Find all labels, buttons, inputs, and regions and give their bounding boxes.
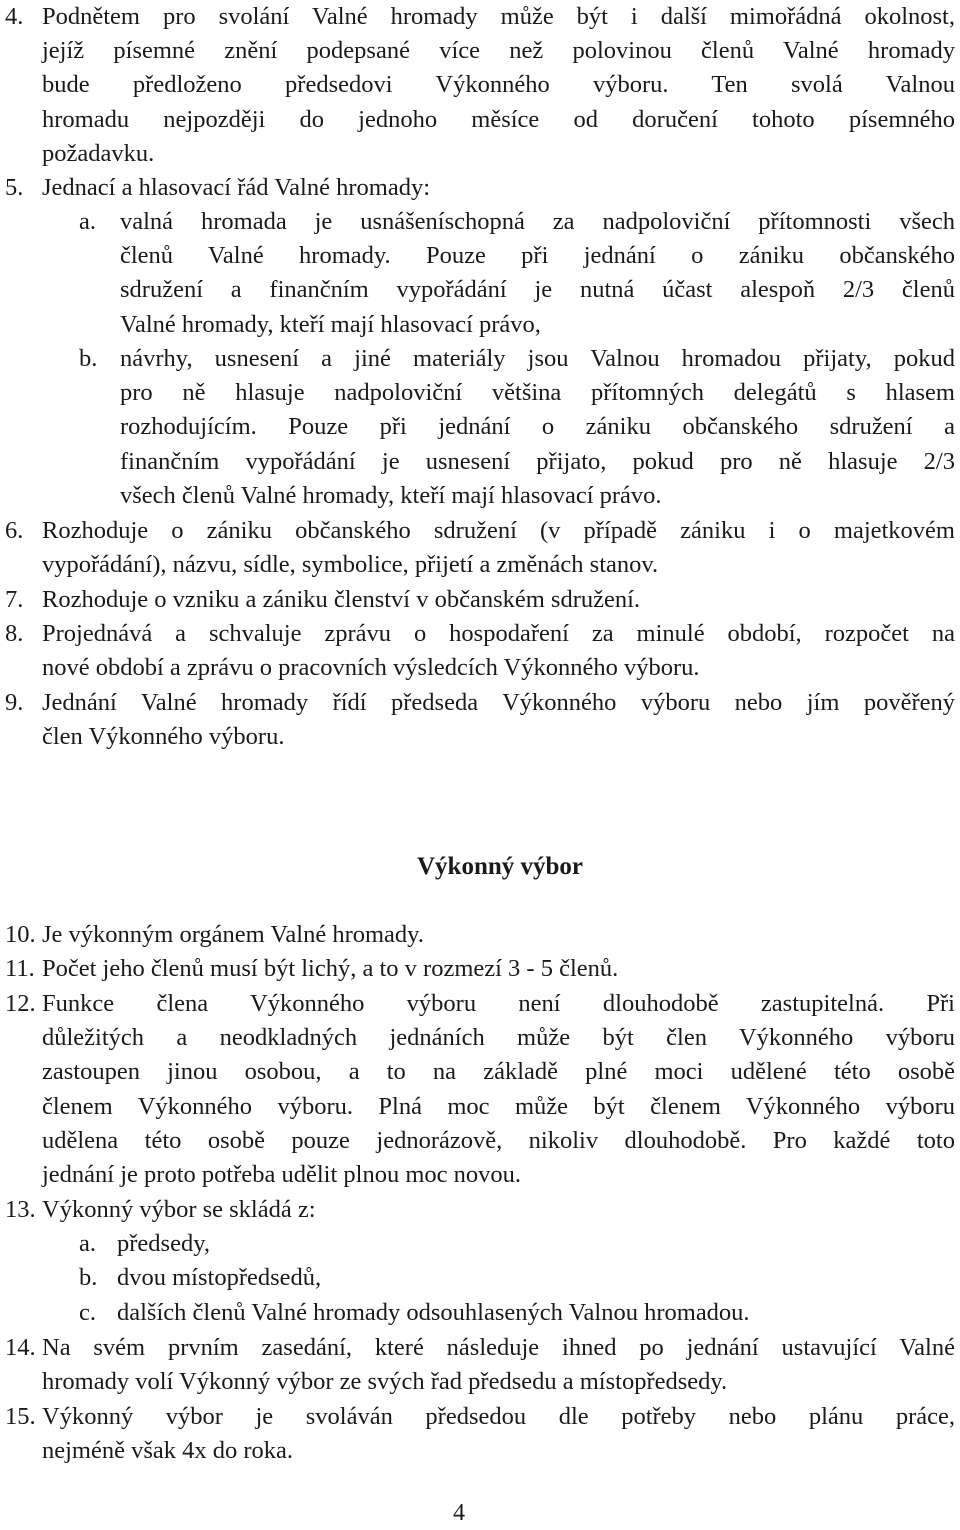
text-line: zastoupen jinou osobou, a to na základě plné moci udělené této osobě	[42, 1058, 955, 1086]
sub-item-label: b.	[79, 1264, 98, 1291]
sub-item-text	[120, 342, 955, 513]
text-line: člen Výkonného výboru.	[42, 723, 285, 751]
text-line: hromadu nejpozději do jednoho měsíce od doručení tohoto písemného	[42, 105, 955, 133]
text-line: členem Výkonného výboru. Plná moc může být členem Výkonného výboru	[42, 1092, 955, 1120]
item-number: 6.	[5, 517, 24, 544]
text-line: rozhodujícím. Pouze při jednání o zániku občanského sdružení a	[120, 413, 955, 441]
list-item-11	[5, 952, 955, 986]
text-line: Valné hromady, kteří mají hlasovací právo,	[120, 310, 541, 338]
text-line: požadavku.	[42, 139, 155, 167]
item-number: 9.	[5, 689, 24, 716]
item-text	[42, 0, 955, 171]
item-text	[42, 1331, 955, 1399]
list-item-4	[5, 0, 955, 171]
sub-item-label: c.	[79, 1299, 96, 1326]
item-text	[42, 918, 955, 952]
item-number: 13.	[5, 1196, 36, 1223]
item-number: 7.	[5, 586, 24, 613]
section-heading: Výkonný výbor	[416, 853, 583, 880]
item-text	[42, 617, 955, 685]
text-line: Na svém prvním zasedání, které následuje ihned po jednání ustavující Valné	[42, 1334, 955, 1361]
list-item-5	[5, 171, 955, 205]
sub-item-label: a.	[79, 208, 96, 235]
text-line: hromady volí Výkonný výbor ze svých řad předsedu a místopředsedy.	[42, 1368, 728, 1396]
sub-item-a	[79, 1227, 955, 1261]
text-line: Počet jeho členů musí být lichý, a to v rozmezí 3 - 5 členů.	[42, 955, 619, 982]
text-line: nejméně však 4x do roka.	[42, 1437, 294, 1465]
text-line: Jednání Valné hromady řídí předseda Výkonného výboru nebo jím pověřený	[42, 689, 955, 716]
page-number: 4	[453, 1500, 465, 1526]
item-text	[42, 987, 955, 1192]
text-line: bude předloženo předsedovi Výkonného výboru. Ten svolá Valnou	[42, 71, 955, 99]
sub-item-text	[120, 205, 955, 342]
item-text: Výkonný výbor se skládá z:	[42, 1196, 316, 1223]
item-number: 5.	[5, 174, 24, 201]
text-line: Funkce člena Výkonného výboru není dlouhodobě zastupitelná. Při	[42, 990, 955, 1017]
sub-item-label: b.	[79, 345, 98, 372]
text-line: sdružení a finančním vypořádání je nutná účast alespoň 2/3 členů	[120, 276, 955, 304]
text-line: Rozhoduje o zániku občanského sdružení (v případě zániku i o majetkovém	[42, 517, 955, 544]
sub-item-label: a.	[79, 1230, 96, 1257]
item-text	[42, 952, 955, 986]
text-line: jednání je proto potřeba udělit plnou moc novou.	[42, 1161, 522, 1189]
text-line: Rozhoduje o vzniku a zániku členství v občanském sdružení.	[42, 586, 641, 613]
text-line: důležitých a neodkladných jednáních může být člen Výkonného výboru	[42, 1024, 955, 1052]
text-line: pro ně hlasuje nadpoloviční většina přítomných delegátů s hlasem	[120, 379, 955, 407]
list-item-10	[5, 918, 955, 952]
sub-item-b	[79, 1261, 955, 1295]
text-line: jejíž písemné znění podepsané více než polovinou členů Valné hromady	[42, 37, 955, 65]
sub-item-b	[79, 342, 955, 513]
item-number: 10.	[5, 921, 36, 948]
text-line: valná hromada je usnášeníschopná za nadpoloviční přítomnosti všech	[120, 208, 955, 235]
text-line: Je výkonným orgánem Valné hromady.	[42, 921, 424, 948]
item-text	[42, 686, 955, 754]
text-line: členů Valné hromady. Pouze při jednání o zániku občanského	[120, 242, 955, 270]
item-number: 4.	[5, 3, 24, 30]
list-item-8	[5, 617, 955, 685]
list-item-15	[5, 1400, 955, 1468]
list-item-7	[5, 583, 955, 617]
item-number: 8.	[5, 620, 24, 647]
text-line: Podnětem pro svolání Valné hromady může být i další mimořádná okolnost,	[42, 3, 955, 30]
item-number: 14.	[5, 1334, 36, 1361]
item-text	[42, 514, 955, 582]
sub-item-text: předsedy,	[117, 1230, 210, 1257]
sub-item-c	[79, 1296, 955, 1330]
list-item-12	[5, 987, 955, 1192]
text-line: všech členů Valné hromady, kteří mají hlasovací právo.	[120, 481, 662, 509]
text-line: návrhy, usnesení a jiné materiály jsou Valnou hromadou přijaty, pokud	[120, 345, 955, 372]
text-line: finančním vypořádání je usnesení přijato, pokud pro ně hlasuje 2/3	[120, 447, 955, 475]
sub-item-a	[79, 205, 955, 342]
text-line: vypořádání), názvu, sídle, symbolice, přijetí a změnách stanov.	[42, 551, 659, 579]
text-line: Výkonný výbor je svoláván předsedou dle potřeby nebo plánu práce,	[42, 1403, 955, 1430]
sub-item-text: dvou místopředsedů,	[117, 1264, 322, 1291]
list-item-9	[5, 686, 955, 754]
text-line: Projednává a schvaluje zprávu o hospodaření za minulé období, rozpočet na	[42, 620, 955, 647]
text-line: nové období a zprávu o pracovních výsledcích Výkonného výboru.	[42, 654, 700, 682]
sub-item-text: dalších členů Valné hromady odsouhlasených Valnou hromadou.	[117, 1299, 750, 1326]
item-text	[42, 1400, 955, 1468]
text-line: udělena této osobě pouze jednorázově, nikoliv dlouhodobě. Pro každé toto	[42, 1126, 955, 1154]
list-item-6	[5, 514, 955, 582]
item-text: Jednací a hlasovací řád Valné hromady:	[42, 174, 431, 201]
list-item-14	[5, 1331, 955, 1399]
item-number: 12.	[5, 990, 36, 1017]
item-number: 11.	[5, 955, 35, 982]
item-text	[42, 583, 955, 617]
item-number: 15.	[5, 1403, 36, 1430]
list-item-13	[5, 1193, 955, 1227]
